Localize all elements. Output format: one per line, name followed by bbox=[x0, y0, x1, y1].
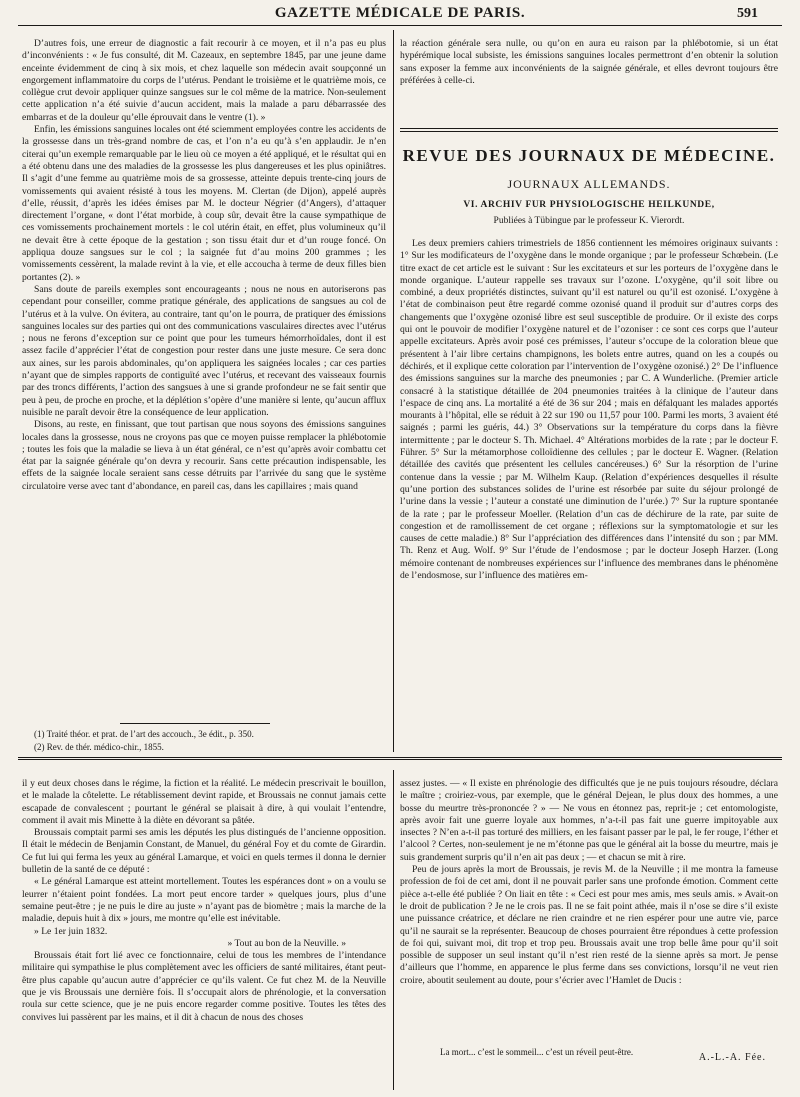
closing-quote: La mort... c’est le sommeil... c’est un réveil peut-être. bbox=[440, 1047, 634, 1057]
paragraph: Les deux premiers cahiers trimestriels de 1856 contiennent les mémoires originaux suivants : 1° Sur les modificateurs de l’oxygène dans le monde organique ; par le professeur Schœbein. (Le titre exact de cet article est le suivant : Sur les excitateurs et sur les porteurs de l’oxygène dans le monde organique. L’auteur rappelle ses travaux sur l’ozone. L’oxygène, qu’il soit libre ou combiné, a deux propriétés distinctes, suivant qu’il est naturel ou qu’il est ozonisé. L’oxygène à l’état de combinaison peut être regardé comme ozonisé quand il produit sur d’autres corps des changements que l’oxygène ozonisé libre est seul susceptible de produire. Or il existe des corps qui ont le pouvoir de modifier l’oxygène naturel et de l’ozoniser : ce sont ces corps que l’auteur appelle excitateurs. Après avoir posé ces prémisses, l’auteur s’occupe de la coloration bleue que présentent à l’air libre certains champignons, les bolets entre autres, quand on les a coupés ou déchirés, et il explique cette coloration par l’intervention de l’oxygène ozonisé.) 2° De l’influence des émissions sanguines sur la marche des pneumonies ; par C. A Wunderliche. (Premier article consacré à la statistique détaillée de 204 pneumonies traitées à la clinique de l’auteur dans l’espace de cinq ans. La mortalité a été de 36 sur 204 ; mais en défalquant les malades apportés mourants à l’hôpital, elle se réduit à 22 sur 190 ou 11,57 pour 100. Parmi les morts, 3 avaient été saignés ; parmi les guéris, 44.) 3° Observations sur la température du corps dans la fièvre intermittente ; par le docteur S. Th. Michael. 4° Altérations morbides de la rate ; par le docteur F. Führer. 5° Sur la métamorphose colloïdienne des cellules ; par le docteur E. Wagner. (Relation détaillée des cavités que présentent les cellules cancéreuses.) 6° Sur la résorption de l’urine contenue dans la vessie ; par M. Wilhelm Kaup. (Relation d’expériences desquelles il résulte qu’une portion des substances solides de l’urine est résorbée par suite du séjour prolongé de l’urine dans la vessie ; l’auteur a constaté une diminution de l’urée.) 7° Sur la rupture spontanée de la rate ; par le professeur Moeller. (Relation d’un cas de déchirure de la rate, par suite de congestion et de ramollissement de cet organe ; réflexions sur la symptomatologie et sur les causes de cette maladie.) 8° Sur l’appréciation des différences dans l’intensité du son ; par MM. Th. Renz et Aug. Wolf. 9° Sur l’étude de l’endosmose ; par le docteur Joseph Harzer. (Long mémoire contenant de nombreuses expériences sur l’influence des membranes dans le phénomène de l’endosmose, sur l’influence des matières em- bbox=[400, 238, 778, 582]
bulletin-date: » Le 1er juin 1832. bbox=[34, 925, 108, 937]
section-rule-2 bbox=[400, 131, 778, 132]
review-section-heading: VI. ARCHIV FUR PHYSIOLOGISCHE HEILKUNDE, bbox=[463, 200, 715, 210]
paragraph: D’autres fois, une erreur de diagnostic a fait recourir à ce moyen, et il n’a pas eu plus d’inconvénients : « Je fus consulté, dit M. Cazeaux, en septembre 1845, par une jeune dame enceinte évidemment de cinq à six mois, et chez laquelle son médecin avait soupçonné un engorgement inflammatoire du corps de l’utérus. Pendant le troisième et le quatrième mois, ce collègue crut devoir appliquer quinze sangsues sur le col même de la matrice. Non-seulement cette application n’a été suivie d’aucun accident, mais la malade a paru débarrassée des embarras et de la douleur qu’elle éprouvait dans le ventre (1). » bbox=[22, 38, 386, 123]
footnote-rule bbox=[120, 723, 270, 724]
paragraph: Broussais était fort lié avec ce fonctionnaire, celui de tous les membres de l’intendance militaire qui sympathise le plus complètement avec les officiers de santé militaires, étant peut-être plus capable qu’aucun autre d’apprécier ce qu’ils valent. Ce fut chez M. de la Neuville que je vis Broussais une dernière fois. Il s’occupait alors de phrénologie, et la conversation roula sur cette science, que je ne puis encore regarder comme positive. Toutes les têtes des convives lui passèrent par les mains, et il dit à chacun de nous des choses bbox=[22, 950, 386, 1023]
section-rule bbox=[400, 128, 778, 129]
page-header-title: GAZETTE MÉDICALE DE PARIS. bbox=[274, 5, 526, 21]
right-column-continuation bbox=[400, 38, 778, 120]
quoted-bulletin: « Le général Lamarque est atteint mortellement. Toutes les espérances dont » on a voulu se leurrer n’étaient point fondées. La mort peut encore tarder » quelques jours, plus d’une semaine peut-être ; je ne puis le dire au juste » n’ayant pas de biomètre ; mais la marche de la maladie, depuis huit à dix » jours, me montre qu’elle est inévitable. bbox=[22, 876, 386, 925]
author-signature: A.-L.-A. Fée. bbox=[698, 1052, 766, 1063]
review-publisher-line: Publiées à Tübingue par le professeur K. Vierordt. bbox=[493, 216, 685, 226]
footnote-1: (1) Traité théor. et prat. de l’art des accouch., 3e édit., p. 350. bbox=[34, 729, 254, 739]
review-body bbox=[400, 238, 778, 746]
paragraph: Enfin, les émissions sanguines locales ont été sciemment employées contre les accidents de la grossesse dans un très-grand nombre de cas, et l’on n’a eu qu’à s’en applaudir. Je n’en citerai qu’un exemple remarquable par le lieu où ce moyen a été appliqué, et le résultat qui en a été obtenu dans une des maladies de la grossesse les plus dangereuses et les plus opiniâtres. Il s’agit d’une femme au quatrième mois de sa grossesse, atteinte depuis trente-cinq jours de vomissements qui avaient résisté à tous les moyens. M. Clertan (de Dijon), appelé auprès d’elle, réussit, d’après les idées émises par M. le docteur Négrier (d’Angers), d’attaquer directement l’organe, « dont l’état morbide, à coup sûr, devait être la cause sympathique de ces vomissements prochainement mortels : le col utérin était, en effet, plus volumineux qu’il ne devait être à cette époque de la gestation ; son tissu était dur et d’un rouge foncé. On appliqua douze sangsues sur le col ; la saignée fut d’au moins 200 grammes ; les vomissements cessèrent, la malade revint à la vie, et elle accoucha à terme de deux filles bien portantes (2). » bbox=[22, 124, 386, 283]
left-column-article bbox=[22, 38, 386, 702]
feuilleton-rule bbox=[18, 757, 782, 760]
feuilleton-divider bbox=[393, 770, 394, 1090]
paragraph: Disons, au reste, en finissant, que tout partisan que nous soyons des émissions sanguines locales dans la grossesse, nous ne croyons pas que ce moyen puisse remplacer la phlébotomie ; toutes les fois que la maladie se lieva à un état général, ce n’est qu’après avoir combattu cet état par la saignée générale qu’on devra y recourir. Sans cette précaution indispensable, les effets de la saignée locale seraient sans cesse détruits par l’arrivée du sang que le système circulatoire verse avec tant d’abondance, en pareil cas, dans les capillaires ; mais quand bbox=[22, 419, 386, 492]
review-title: REVUE DES JOURNAUX DE MÉDECINE. bbox=[402, 146, 776, 165]
bulletin-signoff: » Tout au bon de la Neuville. » bbox=[227, 937, 346, 949]
paragraph: il y eut deux choses dans le régime, la fiction et la réalité. Le médecin prescrivait le bouillon, et le malade la côtelette. Le rétablissement devint rapide, et Broussais ne connut jamais cette escapade de convalescent ; pourtant le général se plaisait à dire, à qui voulait l’entendre, comment il avait mis Minette à la diète en dévorant sa pâtée. bbox=[22, 778, 386, 826]
footnote-2: (2) Rev. de thér. médico-chir., 1855. bbox=[34, 742, 164, 752]
paragraph: Broussais comptait parmi ses amis les députés les plus distingués de l’ancienne opposition. Il était le médecin de Benjamin Constant, de Manuel, du général Foy et du comte de Girardin. Ce fut lui qui ferma les yeux au général Lamarque, et voici en quels termes il donna le dernier bulletin de la santé de ce député : bbox=[22, 827, 386, 876]
paragraph: assez justes. — « Il existe en phrénologie des difficultés que je ne puis toujours résoudre, déclara le maître ; croiriez-vous, par exemple, que le général Dejean, le plus doux des hommes, a une bosse du meurtre très-prononcée ? » — Ne vous en étonnez pas, reprit-je ; cet entomologiste, après avoir fait une guerre loyale aux hommes, n’a-t-il pas fait une guerre impitoyable aux insectes ? N’en a-t-il pas torturé des milliers, en les faisant passer par le pal, le fer rouge, l’éther et l’alcool ? Certes, non-seulement je ne m’étonne pas que le général ait la bosse du meurtre, mais je suis grandement surpris qu’il n’en ait pas deux ; — et chacun se mit à rire. bbox=[400, 778, 778, 863]
paragraph: Sans doute de pareils exemples sont encourageants ; nous ne nous en autoriserons pas cependant pour conseiller, comme pratique générale, des applications de sangsues au col de l’utérus et à la vulve. On évitera, au contraire, tant qu’on le pourra, de pratiquer des émissions sanguines locales sur des parties qui ont des communications vasculaires directes avec l’utérus ; nous ne ferons d’exception sur ce point que pour les tumeurs hémorrhoïdales, dont il est assez facile d’apprécier l’état de congestion pour rester dans une juste mesure. Ce sera donc aux aines, sur les parois abdominales, qu’on appliquera les saignées locales ; car ces parties n’ayant que de simples rapports de contiguïté avec l’utérus, et recevant des vaisseaux fournis par des troncs différents, l’action des sangsues à une si grande profondeur ne se fait sentir que peu à peu, de proche en proche, et la déplétion s’opère d’une manière si lente, qu’aucun afflux nuisible ne paraît devoir être la conséquence de leur application. bbox=[22, 283, 386, 418]
review-subtitle: JOURNAUX ALLEMANDS. bbox=[507, 177, 671, 191]
paragraph: la réaction générale sera nulle, ou qu’on en aura eu raison par la phlébotomie, si un état hypérémique local subsiste, les émissions sanguines locales permettront d’en obtenir la solution sans exposer la femme aux inconvénients de la saignée générale, et elles devront toujours être préférées à celle-ci. bbox=[400, 38, 778, 86]
feuilleton-left-column bbox=[22, 778, 386, 1090]
page-number: 591 bbox=[737, 6, 758, 21]
paragraph: Peu de jours après la mort de Broussais, je revis M. de la Neuville ; il me montra la fameuse profession de foi de cet ami, dont il ne pouvait parler sans une profonde émotion. Comment cette pièce a-t-elle été publiée ? On liait en tête : « Ceci est pour mes amis, mes seuls amis. » Avait-on le droit de publication ? Je ne le crois pas. Il ne se fait point athée, mais il n’ose se dire s’il existe une puissance créatrice, et déclare ne rien craindre et ne rien espérer pour une autre vie, parce qu’il ne saurait se la représenter. Beaucoup de choses pourraient être répondues à cette profession de foi qui, suivant moi, dit trop et trop peu. Broussais avait une trop belle âme pour qu’il soit possible de supposer un seul instant qu’il n’est rien resté de la sienne après sa mort. Je pense d’ailleurs que l’homme, en apparence le plus ferme dans ses convictions, lorsqu’il ne veut rien croire, aboutit seulement au doute, pour s’écrier avec l’Hamlet de Ducis : bbox=[400, 864, 778, 986]
header-rule bbox=[18, 25, 782, 26]
feuilleton-right-column bbox=[400, 778, 778, 1046]
column-divider bbox=[393, 30, 394, 752]
